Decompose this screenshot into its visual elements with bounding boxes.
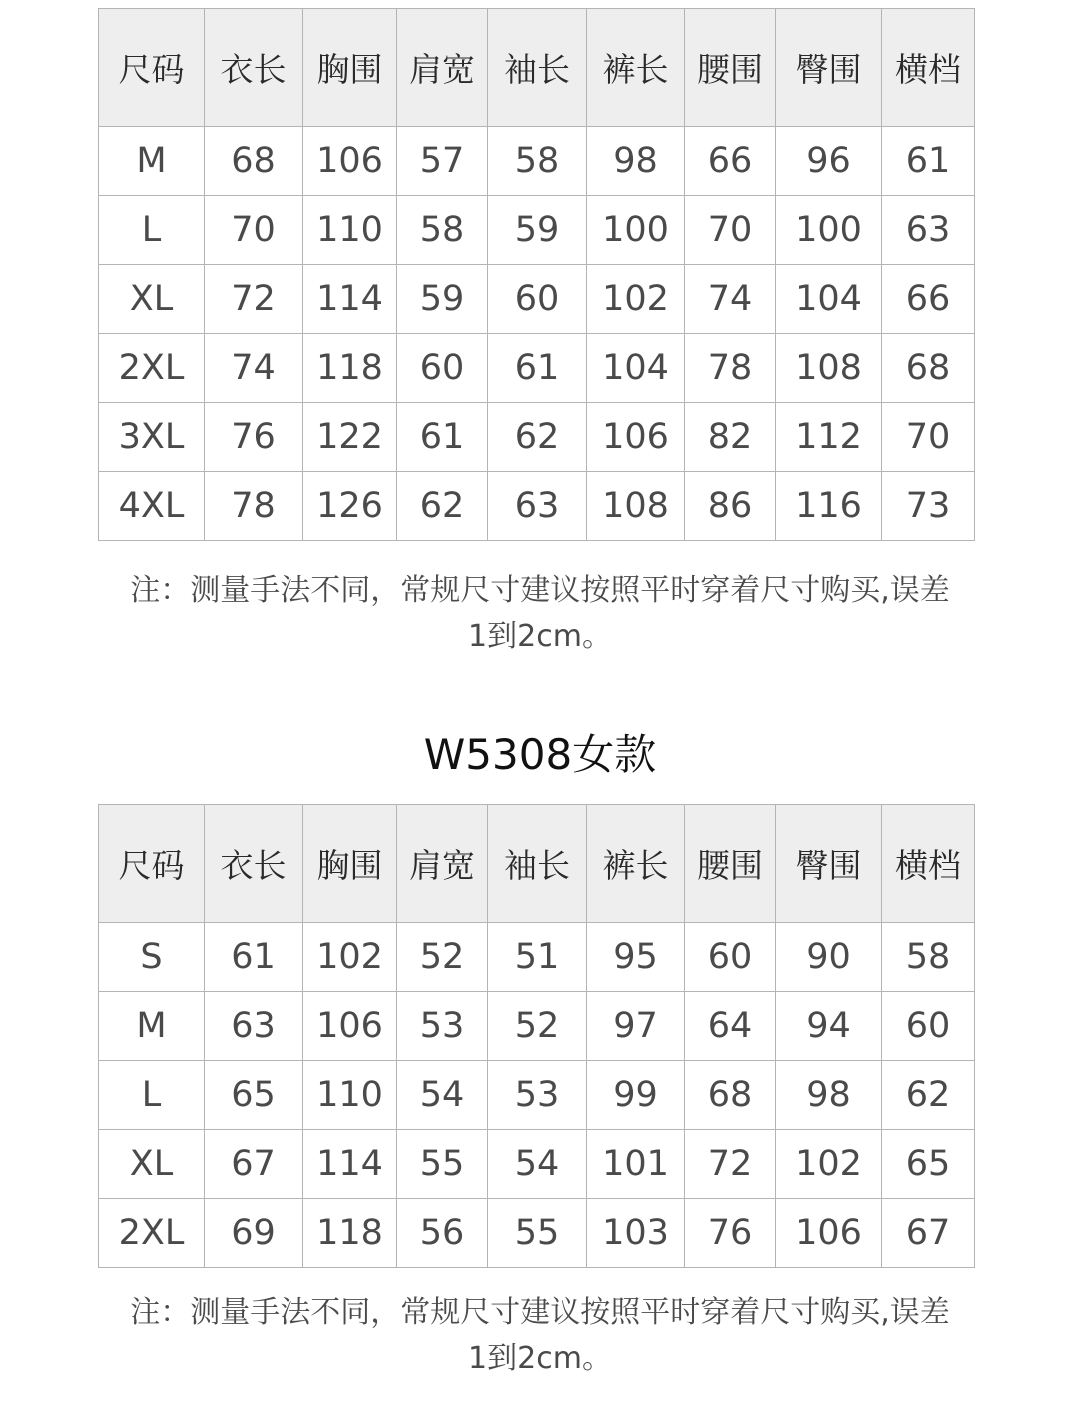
table-row bbox=[99, 923, 975, 992]
measurement-cell: 60 bbox=[685, 923, 776, 992]
measurement-cell: 56 bbox=[397, 1199, 488, 1268]
header-cell: 袖长 bbox=[488, 805, 587, 923]
measurement-cell: 108 bbox=[776, 334, 882, 403]
header-cell: 裤长 bbox=[587, 9, 685, 127]
measurement-cell: 76 bbox=[205, 403, 303, 472]
measurement-cell: 114 bbox=[303, 265, 397, 334]
header-cell: 腰围 bbox=[685, 9, 776, 127]
header-cell: 臀围 bbox=[776, 805, 882, 923]
measurement-cell: 102 bbox=[587, 265, 685, 334]
header-cell: 腰围 bbox=[685, 805, 776, 923]
measurement-cell: 61 bbox=[205, 923, 303, 992]
measurement-cell: 53 bbox=[488, 1061, 587, 1130]
size-label-cell: L bbox=[99, 196, 205, 265]
measurement-cell: 98 bbox=[776, 1061, 882, 1130]
measurement-cell: 110 bbox=[303, 1061, 397, 1130]
women-section-title: W5308女款 bbox=[423, 730, 657, 779]
measurement-cell: 110 bbox=[303, 196, 397, 265]
women-size-table bbox=[98, 804, 975, 1268]
measurement-cell: 72 bbox=[205, 265, 303, 334]
header-cell: 横档 bbox=[882, 9, 975, 127]
measurement-cell: 104 bbox=[776, 265, 882, 334]
measurement-cell: 60 bbox=[488, 265, 587, 334]
measurement-cell: 62 bbox=[882, 1061, 975, 1130]
measurement-cell: 122 bbox=[303, 403, 397, 472]
size-label-cell: 2XL bbox=[99, 334, 205, 403]
measurement-cell: 54 bbox=[397, 1061, 488, 1130]
header-cell: 肩宽 bbox=[397, 805, 488, 923]
measurement-cell: 69 bbox=[205, 1199, 303, 1268]
measurement-cell: 58 bbox=[882, 923, 975, 992]
measurement-cell: 61 bbox=[488, 334, 587, 403]
size-label-cell: 3XL bbox=[99, 403, 205, 472]
measurement-cell: 102 bbox=[303, 923, 397, 992]
size-label-cell: XL bbox=[99, 1130, 205, 1199]
table-row bbox=[99, 127, 975, 196]
measurement-cell: 108 bbox=[587, 472, 685, 541]
measurement-cell: 61 bbox=[882, 127, 975, 196]
note-line: 注：测量手法不同，常规尺寸建议按照平时穿着尺寸购买,误差 bbox=[130, 1295, 950, 1330]
measurement-cell: 63 bbox=[205, 992, 303, 1061]
measurement-cell: 106 bbox=[776, 1199, 882, 1268]
size-label-cell: L bbox=[99, 1061, 205, 1130]
table-row bbox=[99, 1130, 975, 1199]
measurement-cell: 70 bbox=[205, 196, 303, 265]
measurement-cell: 70 bbox=[685, 196, 776, 265]
measurement-cell: 68 bbox=[882, 334, 975, 403]
header-cell: 胸围 bbox=[303, 805, 397, 923]
measurement-cell: 65 bbox=[882, 1130, 975, 1199]
men-size-table bbox=[98, 8, 975, 541]
measurement-cell: 104 bbox=[587, 334, 685, 403]
size-label-cell: S bbox=[99, 923, 205, 992]
table-row bbox=[99, 403, 975, 472]
measurement-cell: 100 bbox=[776, 196, 882, 265]
size-label-cell: M bbox=[99, 127, 205, 196]
measurement-cell: 114 bbox=[303, 1130, 397, 1199]
header-cell: 袖长 bbox=[488, 9, 587, 127]
measurement-cell: 76 bbox=[685, 1199, 776, 1268]
men-size-note bbox=[90, 568, 990, 660]
measurement-cell: 116 bbox=[776, 472, 882, 541]
table-header-row bbox=[99, 9, 975, 127]
table-row bbox=[99, 334, 975, 403]
size-label-cell: M bbox=[99, 992, 205, 1061]
header-cell: 臀围 bbox=[776, 9, 882, 127]
measurement-cell: 96 bbox=[776, 127, 882, 196]
measurement-cell: 66 bbox=[685, 127, 776, 196]
measurement-cell: 106 bbox=[303, 127, 397, 196]
size-label-cell: 2XL bbox=[99, 1199, 205, 1268]
measurement-cell: 68 bbox=[685, 1061, 776, 1130]
table-row bbox=[99, 472, 975, 541]
measurement-cell: 64 bbox=[685, 992, 776, 1061]
header-cell: 胸围 bbox=[303, 9, 397, 127]
measurement-cell: 99 bbox=[587, 1061, 685, 1130]
table-body bbox=[99, 923, 975, 1268]
header-cell: 衣长 bbox=[205, 805, 303, 923]
measurement-cell: 86 bbox=[685, 472, 776, 541]
table-header-row bbox=[99, 805, 975, 923]
measurement-cell: 63 bbox=[488, 472, 587, 541]
measurement-cell: 82 bbox=[685, 403, 776, 472]
header-cell: 裤长 bbox=[587, 805, 685, 923]
header-cell: 肩宽 bbox=[397, 9, 488, 127]
measurement-cell: 100 bbox=[587, 196, 685, 265]
measurement-cell: 66 bbox=[882, 265, 975, 334]
measurement-cell: 59 bbox=[488, 196, 587, 265]
measurement-cell: 60 bbox=[397, 334, 488, 403]
measurement-cell: 73 bbox=[882, 472, 975, 541]
measurement-cell: 97 bbox=[587, 992, 685, 1061]
measurement-cell: 57 bbox=[397, 127, 488, 196]
measurement-cell: 98 bbox=[587, 127, 685, 196]
header-cell: 衣长 bbox=[205, 9, 303, 127]
measurement-cell: 53 bbox=[397, 992, 488, 1061]
measurement-cell: 103 bbox=[587, 1199, 685, 1268]
measurement-cell: 112 bbox=[776, 403, 882, 472]
measurement-cell: 62 bbox=[488, 403, 587, 472]
note-line: 注：测量手法不同，常规尺寸建议按照平时穿着尺寸购买,误差 bbox=[130, 573, 950, 608]
measurement-cell: 59 bbox=[397, 265, 488, 334]
size-label-cell: 4XL bbox=[99, 472, 205, 541]
table-body bbox=[99, 127, 975, 541]
measurement-cell: 55 bbox=[397, 1130, 488, 1199]
measurement-cell: 95 bbox=[587, 923, 685, 992]
measurement-cell: 58 bbox=[488, 127, 587, 196]
measurement-cell: 52 bbox=[488, 992, 587, 1061]
measurement-cell: 90 bbox=[776, 923, 882, 992]
measurement-cell: 52 bbox=[397, 923, 488, 992]
women-size-note bbox=[90, 1290, 990, 1382]
measurement-cell: 106 bbox=[587, 403, 685, 472]
measurement-cell: 72 bbox=[685, 1130, 776, 1199]
measurement-cell: 61 bbox=[397, 403, 488, 472]
measurement-cell: 78 bbox=[685, 334, 776, 403]
measurement-cell: 51 bbox=[488, 923, 587, 992]
measurement-cell: 106 bbox=[303, 992, 397, 1061]
measurement-cell: 94 bbox=[776, 992, 882, 1061]
measurement-cell: 74 bbox=[205, 334, 303, 403]
measurement-cell: 68 bbox=[205, 127, 303, 196]
measurement-cell: 58 bbox=[397, 196, 488, 265]
measurement-cell: 78 bbox=[205, 472, 303, 541]
header-cell: 尺码 bbox=[99, 805, 205, 923]
table-row bbox=[99, 265, 975, 334]
measurement-cell: 65 bbox=[205, 1061, 303, 1130]
measurement-cell: 67 bbox=[205, 1130, 303, 1199]
table-row bbox=[99, 1199, 975, 1268]
measurement-cell: 74 bbox=[685, 265, 776, 334]
measurement-cell: 101 bbox=[587, 1130, 685, 1199]
measurement-cell: 54 bbox=[488, 1130, 587, 1199]
table-row bbox=[99, 196, 975, 265]
measurement-cell: 118 bbox=[303, 1199, 397, 1268]
measurement-cell: 60 bbox=[882, 992, 975, 1061]
measurement-cell: 62 bbox=[397, 472, 488, 541]
header-cell: 横档 bbox=[882, 805, 975, 923]
header-cell: 尺码 bbox=[99, 9, 205, 127]
table-row bbox=[99, 1061, 975, 1130]
measurement-cell: 63 bbox=[882, 196, 975, 265]
measurement-cell: 55 bbox=[488, 1199, 587, 1268]
measurement-cell: 67 bbox=[882, 1199, 975, 1268]
measurement-cell: 118 bbox=[303, 334, 397, 403]
table-row bbox=[99, 992, 975, 1061]
note-line: 1到2cm。 bbox=[468, 1341, 612, 1376]
measurement-cell: 126 bbox=[303, 472, 397, 541]
size-label-cell: XL bbox=[99, 265, 205, 334]
measurement-cell: 102 bbox=[776, 1130, 882, 1199]
measurement-cell: 70 bbox=[882, 403, 975, 472]
note-line: 1到2cm。 bbox=[468, 619, 612, 654]
